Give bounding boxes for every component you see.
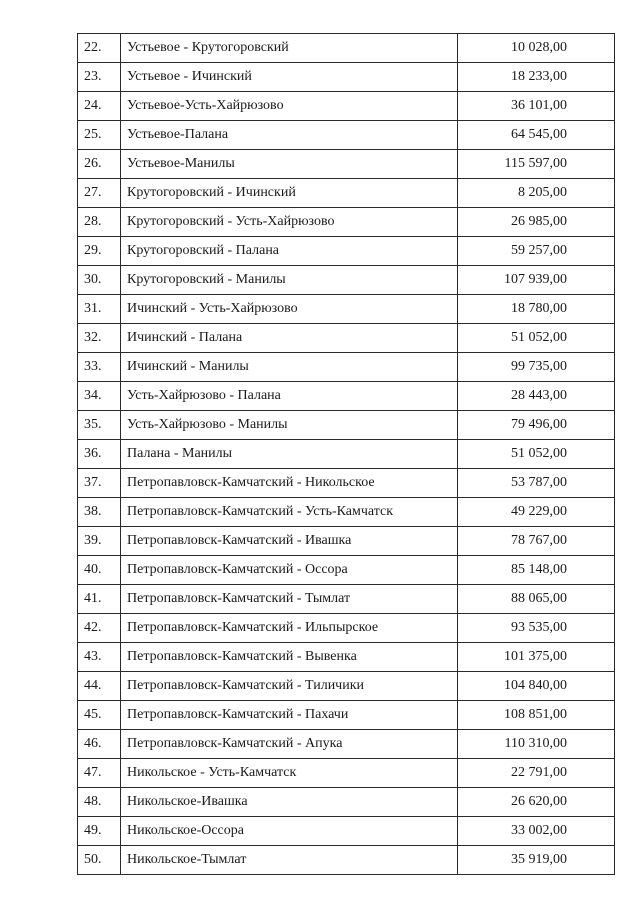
route-amount: 18 780,00 — [458, 295, 615, 324]
row-number: 44. — [78, 672, 121, 701]
route-amount: 88 065,00 — [458, 585, 615, 614]
table-row — [78, 237, 615, 266]
route-amount: 59 257,00 — [458, 237, 615, 266]
table-row — [78, 846, 615, 875]
route-name: Петропавловск-Камчатский - Оссора — [121, 556, 458, 585]
route-amount: 104 840,00 — [458, 672, 615, 701]
row-number: 35. — [78, 411, 121, 440]
route-name: Петропавловск-Камчатский - Апука — [121, 730, 458, 759]
route-name: Палана - Манилы — [121, 440, 458, 469]
route-name: Петропавловск-Камчатский - Ивашка — [121, 527, 458, 556]
route-name: Ичинский - Манилы — [121, 353, 458, 382]
table-row — [78, 150, 615, 179]
row-number: 23. — [78, 63, 121, 92]
table-row — [78, 585, 615, 614]
route-name: Петропавловск-Камчатский - Тиличики — [121, 672, 458, 701]
route-amount: 26 985,00 — [458, 208, 615, 237]
table-row — [78, 92, 615, 121]
table-row — [78, 498, 615, 527]
row-number: 27. — [78, 179, 121, 208]
row-number: 49. — [78, 817, 121, 846]
route-amount: 51 052,00 — [458, 324, 615, 353]
route-name: Ичинский - Усть-Хайрюзово — [121, 295, 458, 324]
table-row — [78, 730, 615, 759]
route-amount: 33 002,00 — [458, 817, 615, 846]
table-row — [78, 527, 615, 556]
route-name: Усть-Хайрюзово - Палана — [121, 382, 458, 411]
table-row — [78, 34, 615, 63]
table-row — [78, 817, 615, 846]
route-amount: 115 597,00 — [458, 150, 615, 179]
table-row — [78, 353, 615, 382]
row-number: 43. — [78, 643, 121, 672]
route-table-body — [78, 34, 615, 875]
route-amount: 51 052,00 — [458, 440, 615, 469]
row-number: 37. — [78, 469, 121, 498]
route-name: Петропавловск-Камчатский - Пахачи — [121, 701, 458, 730]
route-amount: 22 791,00 — [458, 759, 615, 788]
row-number: 36. — [78, 440, 121, 469]
row-number: 26. — [78, 150, 121, 179]
route-name: Крутогоровский - Манилы — [121, 266, 458, 295]
route-name: Никольское-Ивашка — [121, 788, 458, 817]
row-number: 22. — [78, 34, 121, 63]
row-number: 24. — [78, 92, 121, 121]
route-name: Никольское - Усть-Камчатск — [121, 759, 458, 788]
route-amount: 108 851,00 — [458, 701, 615, 730]
route-name: Крутогоровский - Ичинский — [121, 179, 458, 208]
table-row — [78, 179, 615, 208]
row-number: 32. — [78, 324, 121, 353]
table-row — [78, 324, 615, 353]
route-name: Устьевое - Крутогоровский — [121, 34, 458, 63]
row-number: 28. — [78, 208, 121, 237]
route-name: Крутогоровский - Усть-Хайрюзово — [121, 208, 458, 237]
table-row — [78, 759, 615, 788]
table-row — [78, 614, 615, 643]
route-name: Устьевое-Палана — [121, 121, 458, 150]
route-amount: 26 620,00 — [458, 788, 615, 817]
table-row — [78, 672, 615, 701]
row-number: 46. — [78, 730, 121, 759]
row-number: 38. — [78, 498, 121, 527]
route-name: Петропавловск-Камчатский - Тымлат — [121, 585, 458, 614]
row-number: 39. — [78, 527, 121, 556]
table-row — [78, 556, 615, 585]
route-amount: 10 028,00 — [458, 34, 615, 63]
route-amount: 64 545,00 — [458, 121, 615, 150]
route-name: Устьевое-Усть-Хайрюзово — [121, 92, 458, 121]
table-row — [78, 411, 615, 440]
row-number: 34. — [78, 382, 121, 411]
row-number: 40. — [78, 556, 121, 585]
route-amount: 93 535,00 — [458, 614, 615, 643]
route-name: Никольское-Тымлат — [121, 846, 458, 875]
row-number: 29. — [78, 237, 121, 266]
route-name: Ичинский - Палана — [121, 324, 458, 353]
row-number: 25. — [78, 121, 121, 150]
row-number: 30. — [78, 266, 121, 295]
row-number: 33. — [78, 353, 121, 382]
route-name: Никольское-Оссора — [121, 817, 458, 846]
route-amount: 85 148,00 — [458, 556, 615, 585]
route-amount: 28 443,00 — [458, 382, 615, 411]
route-name: Петропавловск-Камчатский - Ильпырское — [121, 614, 458, 643]
route-amount: 79 496,00 — [458, 411, 615, 440]
row-number: 41. — [78, 585, 121, 614]
table-row — [78, 440, 615, 469]
table-row — [78, 788, 615, 817]
table-row — [78, 382, 615, 411]
route-amount: 49 229,00 — [458, 498, 615, 527]
row-number: 45. — [78, 701, 121, 730]
route-amount: 110 310,00 — [458, 730, 615, 759]
route-name: Устьевое - Ичинский — [121, 63, 458, 92]
route-amount: 107 939,00 — [458, 266, 615, 295]
route-name: Петропавловск-Камчатский - Вывенка — [121, 643, 458, 672]
row-number: 48. — [78, 788, 121, 817]
route-name: Петропавловск-Камчатский - Усть-Камчатск — [121, 498, 458, 527]
route-amount: 36 101,00 — [458, 92, 615, 121]
route-amount: 101 375,00 — [458, 643, 615, 672]
route-name: Устьевое-Манилы — [121, 150, 458, 179]
table-row — [78, 266, 615, 295]
table-row — [78, 295, 615, 324]
row-number: 47. — [78, 759, 121, 788]
route-name: Петропавловск-Камчатский - Никольское — [121, 469, 458, 498]
table-row — [78, 469, 615, 498]
table-row — [78, 701, 615, 730]
row-number: 42. — [78, 614, 121, 643]
route-table — [77, 33, 615, 875]
route-amount: 78 767,00 — [458, 527, 615, 556]
route-amount: 53 787,00 — [458, 469, 615, 498]
table-row — [78, 643, 615, 672]
route-amount: 18 233,00 — [458, 63, 615, 92]
table-row — [78, 63, 615, 92]
table-row — [78, 208, 615, 237]
route-name: Крутогоровский - Палана — [121, 237, 458, 266]
route-amount: 99 735,00 — [458, 353, 615, 382]
row-number: 31. — [78, 295, 121, 324]
route-name: Усть-Хайрюзово - Манилы — [121, 411, 458, 440]
row-number: 50. — [78, 846, 121, 875]
route-amount: 8 205,00 — [458, 179, 615, 208]
route-amount: 35 919,00 — [458, 846, 615, 875]
table-row — [78, 121, 615, 150]
